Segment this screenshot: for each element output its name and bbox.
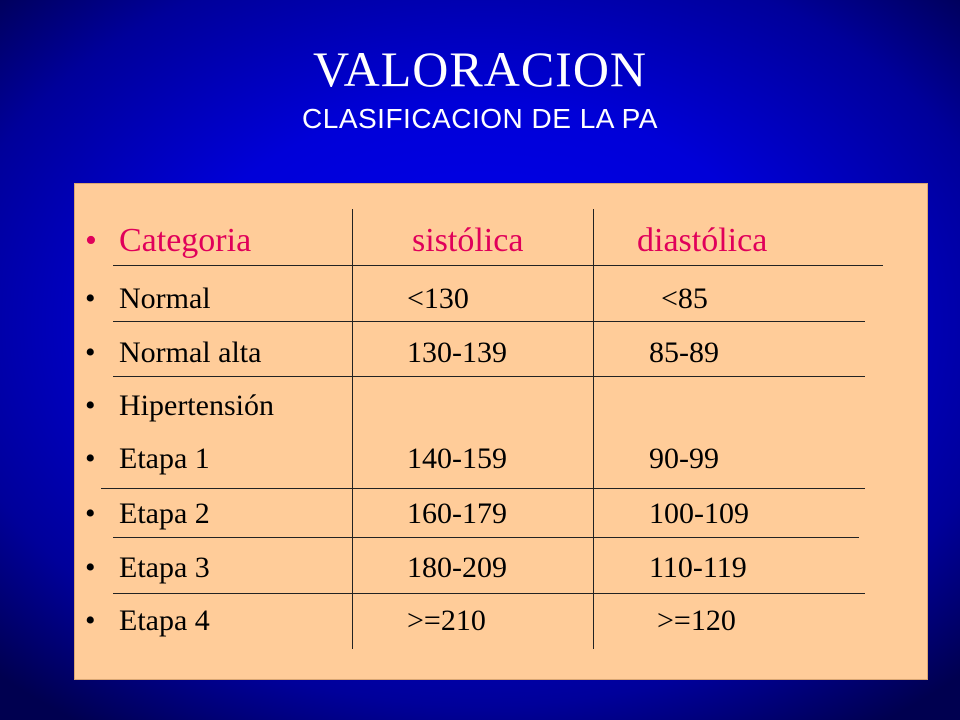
cell-categoria: Etapa 1	[119, 442, 210, 475]
slide-title-block	[0, 40, 960, 136]
table-row	[75, 442, 927, 482]
bullet-icon: •	[85, 497, 96, 530]
cell-categoria: Etapa 4	[119, 604, 210, 637]
cell-categoria: Normal	[119, 282, 211, 315]
cell-categoria: Etapa 3	[119, 551, 210, 584]
bullet-icon: •	[85, 442, 96, 475]
row-divider	[113, 376, 865, 377]
cell-categoria: Normal alta	[119, 336, 262, 369]
row-divider	[113, 265, 883, 266]
row-divider	[113, 537, 859, 538]
cell-diastolica: <85	[661, 282, 708, 315]
table-header-row	[75, 222, 927, 262]
row-divider	[113, 593, 865, 594]
slide-subtitle: CLASIFICACION DE LA PA	[302, 103, 658, 134]
table-row	[75, 389, 927, 429]
cell-diastolica: >=120	[657, 604, 736, 637]
table-row	[75, 551, 927, 591]
bullet-icon: •	[85, 389, 96, 422]
table-row	[75, 336, 927, 376]
header-sistolica: sistólica	[412, 222, 524, 259]
cell-diastolica: 85-89	[649, 336, 719, 369]
cell-sistolica: 140-159	[407, 442, 507, 475]
row-divider	[101, 488, 865, 489]
table-row	[75, 497, 927, 537]
row-divider	[113, 321, 865, 322]
cell-sistolica: 180-209	[407, 551, 507, 584]
cell-diastolica: 100-109	[649, 497, 749, 530]
cell-categoria: Etapa 2	[119, 497, 210, 530]
table-row	[75, 282, 927, 322]
cell-sistolica: >=210	[407, 604, 486, 637]
bullet-icon: •	[85, 551, 96, 584]
cell-diastolica: 110-119	[649, 551, 747, 584]
cell-categoria: Hipertensión	[119, 389, 274, 422]
table-row	[75, 604, 927, 644]
bullet-icon: •	[85, 282, 96, 315]
cell-diastolica: 90-99	[649, 442, 719, 475]
slide-title: VALORACION	[312, 41, 648, 97]
header-diastolica: diastólica	[637, 222, 768, 259]
column-divider	[352, 209, 353, 649]
cell-sistolica: <130	[407, 282, 469, 315]
classification-table	[74, 183, 928, 680]
bullet-icon: •	[85, 336, 96, 369]
column-divider	[593, 209, 594, 649]
bullet-icon: •	[85, 222, 97, 259]
cell-sistolica: 130-139	[407, 336, 507, 369]
bullet-icon: •	[85, 604, 96, 637]
cell-sistolica: 160-179	[407, 497, 507, 530]
header-categoria: Categoria	[119, 222, 252, 259]
